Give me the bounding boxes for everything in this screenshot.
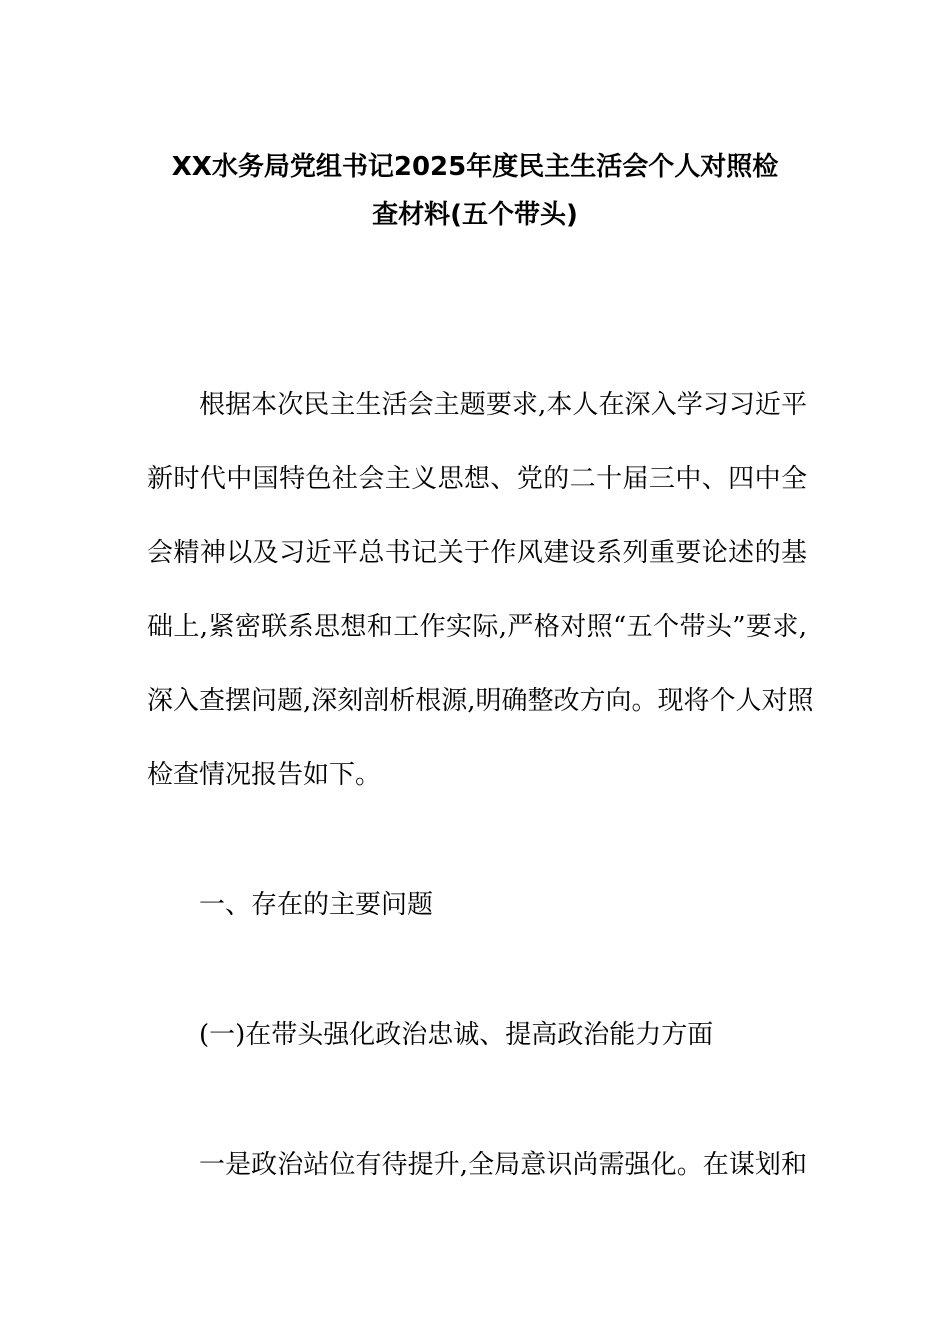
document-title-line-2: 查材料(五个带头) [372,200,578,230]
intro-paragraph-line: 础上,紧密联系思想和工作实际,严格对照“五个带头”要求, [147,612,807,642]
intro-paragraph-line: 检查情况报告如下。 [147,760,382,790]
document-title-line-1: XX水务局党组书记2025年度民主生活会个人对照检 [171,152,779,182]
intro-paragraph-line: 会精神以及习近平总书记关于作风建设系列重要论述的基 [147,538,807,568]
section-heading: 一、存在的主要问题 [199,890,434,920]
intro-paragraph-line: 深入查摆问题,深刻剖析根源,明确整改方向。现将个人对照 [147,686,814,716]
intro-paragraph-line: 根据本次民主生活会主题要求,本人在深入学习习近平 [199,390,807,420]
subsection-heading: (一)在带头强化政治忠诚、提高政治能力方面 [199,1020,714,1050]
intro-paragraph-line: 新时代中国特色社会主义思想、党的二十届三中、四中全 [147,464,807,494]
point-paragraph-line: 一是政治站位有待提升,全局意识尚需强化。在谋划和 [199,1150,807,1180]
